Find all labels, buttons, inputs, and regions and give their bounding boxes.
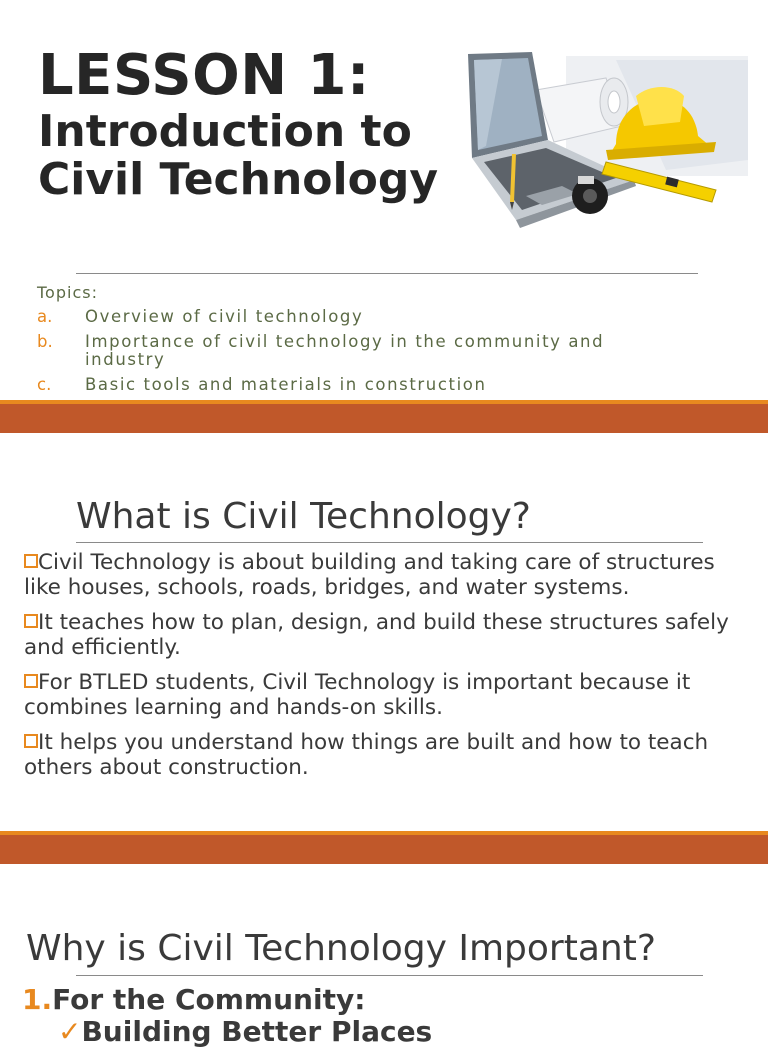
bullet-text: For BTLED students, Civil Technology is important because it combines learning and hands-on skills. bbox=[24, 670, 691, 720]
lesson-title: Introduction to Civil Technology bbox=[38, 106, 438, 205]
bullet-list bbox=[24, 550, 754, 790]
title-divider bbox=[76, 542, 703, 543]
checkbox-bullet-icon bbox=[24, 554, 38, 568]
bullet-text: Civil Technology is about building and taking care of structures like houses, schools, roads, bridges, and water systems. bbox=[24, 550, 715, 600]
topic-text: Importance of civil technology in the community and industry bbox=[85, 332, 605, 369]
list-item bbox=[24, 610, 754, 660]
title-divider bbox=[76, 273, 698, 274]
title-divider bbox=[76, 975, 703, 976]
separator-bar bbox=[0, 835, 768, 864]
numbered-heading bbox=[22, 983, 365, 1016]
bullet-text: It teaches how to plan, design, and build these structures safely and efficiently. bbox=[24, 610, 729, 660]
checkbox-bullet-icon bbox=[24, 614, 38, 628]
checkmark-bullet-icon: ✓ bbox=[58, 1015, 82, 1048]
list-item bbox=[24, 670, 754, 720]
sub-item-partial bbox=[58, 1015, 432, 1048]
topics-heading: Topics: bbox=[37, 283, 98, 302]
list-number: 1. bbox=[22, 983, 53, 1016]
list-item bbox=[37, 333, 677, 369]
slide-title: What is Civil Technology? bbox=[76, 496, 531, 537]
list-item bbox=[24, 550, 754, 600]
bullet-text: It helps you understand how things are built and how to teach others about construction. bbox=[24, 730, 709, 780]
list-marker: a. bbox=[37, 307, 53, 326]
slide-title: Why is Civil Technology Important? bbox=[26, 928, 656, 969]
construction-tools-illustration bbox=[466, 50, 750, 232]
lesson-number-title: LESSON 1: bbox=[38, 43, 370, 108]
list-marker: c. bbox=[37, 375, 52, 394]
sub-item-text: Building Better Places bbox=[81, 1015, 433, 1048]
numbered-heading-text: For the Community: bbox=[52, 983, 366, 1016]
slide-1 bbox=[0, 0, 768, 400]
list-item bbox=[37, 376, 677, 394]
topic-text: Basic tools and materials in construction bbox=[85, 375, 487, 394]
checkbox-bullet-icon bbox=[24, 674, 38, 688]
list-item bbox=[37, 308, 677, 326]
checkbox-bullet-icon bbox=[24, 734, 38, 748]
slide-separator bbox=[0, 400, 768, 433]
slide-separator bbox=[0, 831, 768, 864]
topics-list bbox=[37, 308, 677, 400]
topic-text: Overview of civil technology bbox=[85, 307, 364, 326]
list-marker: b. bbox=[37, 332, 53, 351]
list-item bbox=[24, 730, 754, 780]
separator-bar bbox=[0, 404, 768, 433]
